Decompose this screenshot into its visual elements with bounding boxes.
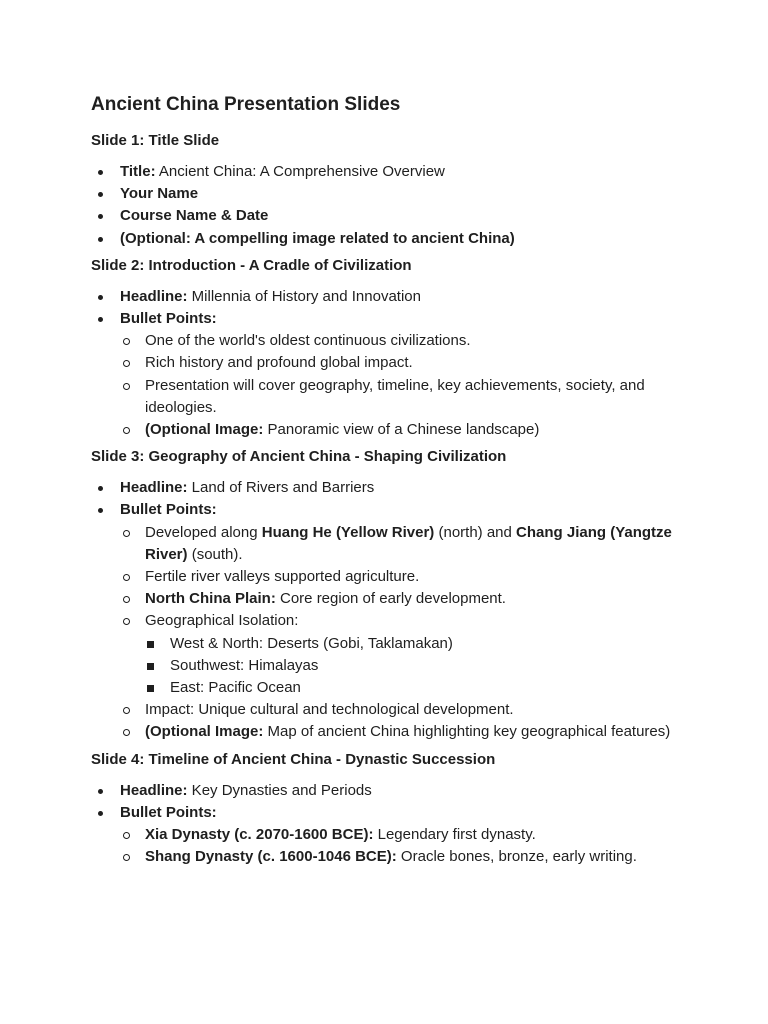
list-item: Bullet Points: One of the world's oldest continuous civilizations. Rich history and profound global impact. Presentation will cover geography, timeline, key achievements, society, and ideologies. (Optional Image: Panoramic view of a Chinese landscape) bbox=[91, 308, 691, 441]
slide-4-sublist bbox=[117, 824, 691, 868]
document-title: Ancient China Presentation Slides bbox=[91, 94, 401, 115]
circle-bullet-icon bbox=[123, 383, 130, 390]
list-item: Southwest: Himalayas bbox=[142, 655, 691, 677]
bullet-icon bbox=[98, 170, 103, 175]
slide-4-heading: Slide 4: Timeline of Ancient China - Dynastic Succession bbox=[91, 750, 496, 768]
bullet-icon bbox=[98, 317, 103, 322]
list-item: Impact: Unique cultural and technological development. bbox=[117, 699, 691, 721]
list-item: Fertile river valleys supported agriculture. bbox=[117, 566, 691, 588]
slide-3-heading: Slide 3: Geography of Ancient China - Shaping Civilization bbox=[91, 448, 507, 466]
list-item: Rich history and profound global impact. bbox=[117, 352, 691, 374]
bullet-icon bbox=[98, 486, 103, 491]
list-item: Bullet Points: Developed along Huang He (Yellow River) (north) and Chang Jiang (Yangtze River) (south). Fertile river valleys supported agriculture. North China Plain: Core region of early development. Geographical Isolation: West & North: Deserts (Gobi, Taklamakan) Southwest: Himalayas East: Pacific Ocean Impact: Unique cultural and technological development. (Optional Image: Map of ancient China highlighting key geographical features) bbox=[91, 499, 691, 743]
slide-3-sublist bbox=[117, 522, 691, 744]
list-item: North China Plain: Core region of early development. bbox=[117, 588, 691, 610]
square-bullet-icon bbox=[147, 663, 154, 670]
circle-bullet-icon bbox=[123, 360, 130, 367]
slide-4-list bbox=[91, 780, 691, 869]
circle-bullet-icon bbox=[123, 707, 130, 714]
circle-bullet-icon bbox=[123, 729, 130, 736]
bullet-icon bbox=[98, 192, 103, 197]
circle-bullet-icon bbox=[123, 596, 130, 603]
slide-2-sublist bbox=[117, 330, 691, 441]
list-item: Headline: Key Dynasties and Periods bbox=[91, 780, 691, 802]
bullet-icon bbox=[98, 508, 103, 513]
circle-bullet-icon bbox=[123, 618, 130, 625]
document-page bbox=[91, 92, 691, 873]
slide-3-list bbox=[91, 477, 691, 743]
list-item: Headline: Land of Rivers and Barriers bbox=[91, 477, 691, 499]
circle-bullet-icon bbox=[123, 854, 130, 861]
circle-bullet-icon bbox=[123, 338, 130, 345]
square-bullet-icon bbox=[147, 641, 154, 648]
list-item: East: Pacific Ocean bbox=[142, 677, 691, 699]
list-item: Presentation will cover geography, timeline, key achievements, society, and ideologies. bbox=[117, 375, 691, 419]
list-item: Course Name & Date bbox=[91, 205, 691, 227]
list-item: Title: Ancient China: A Comprehensive Overview bbox=[91, 161, 691, 183]
list-item: Your Name bbox=[91, 183, 691, 205]
slide-2-list bbox=[91, 286, 691, 441]
bullet-icon bbox=[98, 789, 103, 794]
bullet-icon bbox=[98, 237, 103, 242]
list-item: One of the world's oldest continuous civilizations. bbox=[117, 330, 691, 352]
slide-1-heading: Slide 1: Title Slide bbox=[91, 132, 220, 149]
bullet-icon bbox=[98, 295, 103, 300]
circle-bullet-icon bbox=[123, 574, 130, 581]
slide-1-list bbox=[91, 161, 691, 250]
list-item: (Optional Image: Map of ancient China highlighting key geographical features) bbox=[117, 721, 691, 743]
list-item: Bullet Points: Xia Dynasty (c. 2070-1600 BCE): Legendary first dynasty. Shang Dynasty (c. 1600-1046 BCE): Oracle bones, bronze, early writing. bbox=[91, 802, 691, 869]
circle-bullet-icon bbox=[123, 530, 130, 537]
list-item: Shang Dynasty (c. 1600-1046 BCE): Oracle bones, bronze, early writing. bbox=[117, 846, 691, 868]
list-item: Xia Dynasty (c. 2070-1600 BCE): Legendary first dynasty. bbox=[117, 824, 691, 846]
isolation-sublist bbox=[142, 633, 691, 700]
list-item: Developed along Huang He (Yellow River) (north) and Chang Jiang (Yangtze River) (south). bbox=[117, 522, 691, 566]
square-bullet-icon bbox=[147, 685, 154, 692]
slide-2-heading: Slide 2: Introduction - A Cradle of Civilization bbox=[91, 256, 412, 274]
circle-bullet-icon bbox=[123, 427, 130, 434]
bullet-icon bbox=[98, 811, 103, 816]
circle-bullet-icon bbox=[123, 832, 130, 839]
list-item: West & North: Deserts (Gobi, Taklamakan) bbox=[142, 633, 691, 655]
bullet-icon bbox=[98, 214, 103, 219]
list-item: (Optional: A compelling image related to ancient China) bbox=[91, 228, 691, 250]
list-item: (Optional Image: Panoramic view of a Chinese landscape) bbox=[117, 419, 691, 441]
list-item: Headline: Millennia of History and Innovation bbox=[91, 286, 691, 308]
list-item: Geographical Isolation: West & North: Deserts (Gobi, Taklamakan) Southwest: Himalayas East: Pacific Ocean bbox=[117, 610, 691, 699]
